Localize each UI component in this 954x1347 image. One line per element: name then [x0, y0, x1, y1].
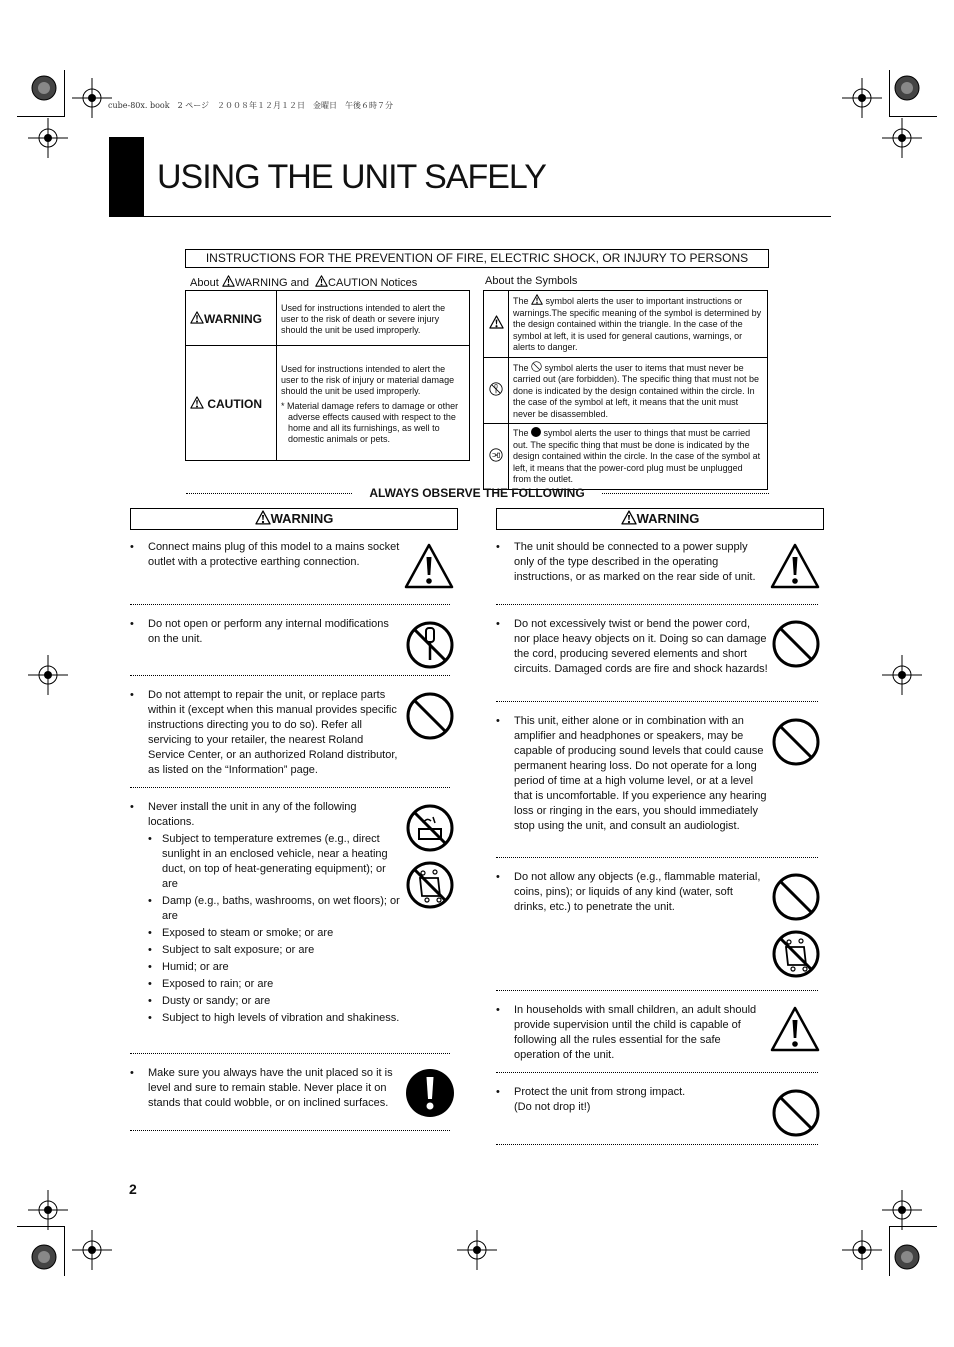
divider-dotted [496, 701, 818, 702]
symbol-triangle-description: symbol alerts the user to important instructions or warnings.The specific meaning of the symbol is determined by the design contained within the triangle. In the case of the symbol at left, it is used for general cautions, warnings, or alerts to danger. [513, 296, 762, 352]
location-sublist [148, 832, 402, 1026]
prohibited-circle-icon [531, 361, 542, 372]
print-header-line: cube-80x. book 2 ページ ２００８年１２月１２日 金曜日 午後６時７分 [108, 101, 394, 110]
warning-header-right: WARNING [496, 508, 824, 530]
always-observe-heading: ALWAYS OBSERVE THE FOLLOWING [369, 486, 585, 500]
prohibited-icon [771, 872, 821, 922]
page-title: USING THE UNIT SAFELY [157, 158, 546, 196]
sub-list-item: • Humid; or are [148, 960, 402, 975]
warning-label-cell: WARNING [186, 291, 277, 346]
no-disassemble-icon [405, 620, 455, 670]
warning-triangle-icon [315, 275, 328, 287]
sub-list-item: • Damp (e.g., baths, washrooms, on wet floors); or are [148, 894, 402, 924]
caution-description-cell [277, 346, 470, 461]
crosshair-mark [28, 655, 68, 695]
crosshair-mark [28, 118, 68, 158]
about-notices-heading: About WARNING and CAUTION Notices [190, 277, 418, 289]
sub-list-item: • Subject to temperature extremes (e.g., direct sunlight in an enclosed vehicle, near a heating duct, on top of heat-generating equipment); or are [148, 832, 402, 892]
warning-triangle-icon [404, 543, 454, 589]
divider-dotted [496, 990, 818, 991]
color-wheel-mark [31, 1244, 57, 1270]
sub-list-item: • Dusty or sandy; or are [148, 994, 402, 1009]
unplug-icon [489, 448, 503, 462]
warning-triangle-icon [255, 510, 271, 525]
symbol-prohibited-description: symbol alerts the user to items that must never be carried out (are forbidden). The specific thing that must not be done is indicated by the design contained within the circle. In the case of the symbol at left, it means that the unit must never be disassembled. [513, 362, 759, 419]
crosshair-mark [882, 118, 922, 158]
crosshair-mark [72, 1230, 112, 1270]
no-liquid-icon [405, 860, 455, 910]
triangle-warning-icon [531, 294, 543, 305]
triangle-warning-icon [489, 315, 504, 329]
prohibited-disassemble-icon [489, 382, 503, 396]
page-number: 2 [129, 1181, 137, 1197]
crosshair-mark [72, 78, 112, 118]
caution-description: Used for instructions intended to alert the user to the risk of injury or material damage should the unit be used improperly. [281, 363, 455, 396]
warning-header-left: WARNING [130, 508, 458, 530]
sub-list-item: • Exposed to rain; or are [148, 977, 402, 992]
symbol-mandatory-description: symbol alerts the user to things that must be carried out. The specific thing that must be done is indicated by the design contained within the circle. In the case of the symbol at left, it means that the power-cord plug must be unplugged from the outlet. [513, 428, 761, 484]
color-wheel-mark [31, 75, 57, 101]
prohibited-icon [771, 619, 821, 669]
divider-dotted [130, 787, 450, 788]
symbols-table: The symbol alerts the user to important instructions or warnings.The specific meaning of the symbol is determined by the design contained within the triangle. In the case of the symbol at left, it is used for general cautions, warnings, or alerts to danger. The symbol alerts the user to items that must never be carried out (are forbidden). The specific thing that must not be done is indicated by the design contained within the circle. In the case of the symbol at left, it means that the unit must never be disassembled. The symbol alerts the user to things that must be carried out. The specific thing that must be done is indicated by the design contained within the circle. In the case of the symbol at left, it means that the power-cord plug must be unplugged from the outlet. [483, 290, 768, 490]
sub-list-item: • Subject to high levels of vibration and shakiness. [148, 1011, 402, 1026]
warning-description: Used for instructions intended to alert the user to the risk of death or severe injury should the unit be used improperly. [277, 291, 470, 346]
crosshair-mark [28, 1190, 68, 1230]
about-symbols-heading: About the Symbols [485, 275, 578, 287]
filled-circle-icon [531, 427, 541, 437]
title-bar-block [109, 137, 144, 217]
divider-dotted [186, 493, 352, 494]
divider-dotted [496, 1072, 818, 1073]
divider-dotted [130, 1130, 450, 1131]
warning-triangle-icon [770, 543, 820, 589]
crosshair-mark [842, 1230, 882, 1270]
title-rule [109, 216, 831, 217]
color-wheel-mark [894, 75, 920, 101]
crosshair-mark [882, 655, 922, 695]
prohibited-icon [771, 1088, 821, 1138]
warning-triangle-icon [190, 311, 204, 324]
instructions-heading: INSTRUCTIONS FOR THE PREVENTION OF FIRE, ELECTRIC SHOCK, OR INJURY TO PERSONS [185, 249, 769, 268]
divider-dotted [496, 857, 818, 858]
sub-list-item: • Subject to salt exposure; or are [148, 943, 402, 958]
divider-dotted [130, 1053, 450, 1054]
warning-triangle-icon [190, 396, 204, 409]
material-damage-note: * Material damage refers to damage or other adverse effects caused with respect to the home and all its furnishings, as well to domestic animals or pets. [281, 400, 459, 444]
warning-triangle-icon [222, 275, 235, 287]
mandatory-action-icon [405, 1068, 455, 1118]
divider-dotted [496, 604, 818, 605]
sub-list-item: • Exposed to steam or smoke; or are [148, 926, 402, 941]
divider-dotted [130, 604, 450, 605]
no-water-icon [405, 803, 455, 853]
no-liquid-icon [771, 929, 821, 979]
crosshair-mark [457, 1230, 497, 1270]
prohibited-icon [771, 717, 821, 767]
warning-triangle-icon [770, 1006, 820, 1052]
color-wheel-mark [894, 1244, 920, 1270]
notices-table [185, 290, 470, 461]
divider-dotted [496, 1144, 818, 1145]
divider-dotted [602, 493, 769, 494]
warning-triangle-icon [621, 510, 637, 525]
crosshair-mark [842, 78, 882, 118]
caution-label-cell: CAUTION [186, 346, 277, 461]
prohibited-icon [405, 691, 455, 741]
divider-dotted [130, 675, 450, 676]
crosshair-mark [882, 1190, 922, 1230]
